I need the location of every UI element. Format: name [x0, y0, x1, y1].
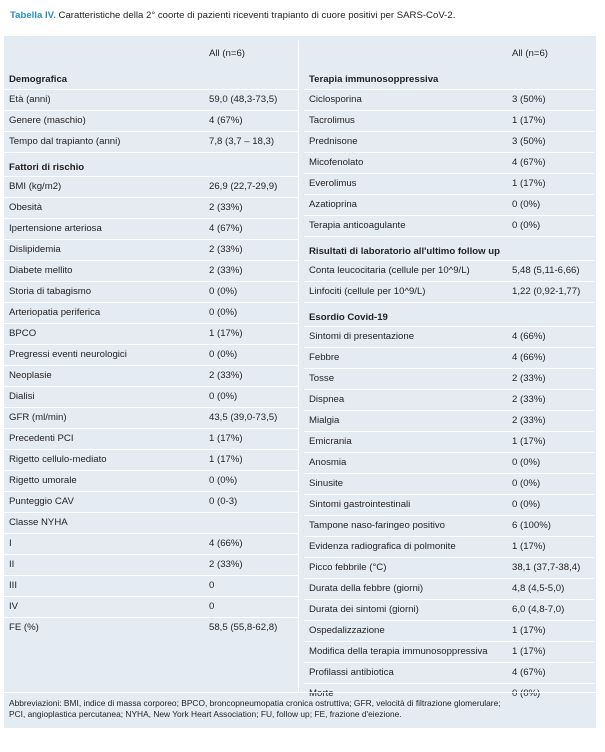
section-header — [304, 65, 594, 89]
row-label: Precedenti PCI — [9, 433, 74, 444]
row-label: Sintomi di presentazione — [309, 331, 415, 342]
table-row — [4, 491, 298, 512]
row-value: 4 (67%) — [209, 223, 243, 234]
row-value: 2 (33%) — [209, 559, 243, 570]
table-row — [4, 533, 298, 554]
row-value: 0 (0%) — [512, 499, 541, 510]
row-value: 1 (17%) — [512, 115, 546, 126]
table-row — [4, 197, 298, 218]
row-value: 4 (67%) — [512, 157, 546, 168]
table-row — [304, 215, 594, 236]
table-row — [304, 347, 594, 368]
table-row — [4, 302, 298, 323]
footnote-line-1: Abbreviazioni: BMI, indice di massa corporeo; BPCO, broncopneumopatia cronica ostruttiva; GFR, velocità di filtrazione glomerulare; — [9, 698, 501, 708]
row-label: Dialisi — [9, 391, 35, 402]
row-label: Tampone naso-faringeo positivo — [309, 520, 445, 531]
row-value: 0 (0%) — [512, 478, 541, 489]
row-value: 0 (0%) — [512, 688, 541, 699]
table-row — [4, 218, 298, 239]
table-row — [304, 662, 594, 683]
table-row — [4, 260, 298, 281]
row-label: Emicrania — [309, 436, 352, 447]
row-label: I — [9, 538, 12, 549]
row-label: Genere (maschio) — [9, 115, 86, 126]
row-label: Ipertensione arteriosa — [9, 223, 102, 234]
table-row — [4, 428, 298, 449]
caption-lead: Tabella IV. — [10, 10, 56, 21]
column-header-row — [304, 40, 594, 65]
row-value: 2 (33%) — [512, 373, 546, 384]
table-row — [4, 617, 298, 638]
row-value: 4 (66%) — [512, 352, 546, 363]
row-value: 1 (17%) — [512, 625, 546, 636]
row-label: Mialgia — [309, 415, 340, 426]
table-row — [4, 470, 298, 491]
row-label: Neoplasie — [9, 370, 52, 381]
row-value: 1 (17%) — [512, 436, 546, 447]
table-row — [304, 326, 594, 347]
row-value: 2 (33%) — [209, 244, 243, 255]
row-label: Morte — [309, 688, 334, 699]
table-row — [304, 110, 594, 131]
row-value: 59,0 (48,3-73,5) — [209, 94, 278, 105]
table-row — [4, 512, 298, 533]
row-value: 4 (66%) — [209, 538, 243, 549]
row-label: Tacrolimus — [309, 115, 355, 126]
row-label: Conta leucocitaria (cellule per 10^9/L) — [309, 265, 470, 276]
table-row — [4, 554, 298, 575]
row-label: Everolimus — [309, 178, 357, 189]
row-value: 2 (33%) — [209, 370, 243, 381]
row-value: 6 (100%) — [512, 520, 551, 531]
row-label: Dispnea — [309, 394, 345, 405]
row-value: 3 (50%) — [512, 136, 546, 147]
row-value: 0 (0%) — [209, 391, 238, 402]
row-value: 4 (66%) — [512, 331, 546, 342]
table-row — [4, 323, 298, 344]
row-value: 2 (33%) — [512, 415, 546, 426]
row-value: 0 (0%) — [209, 286, 238, 297]
row-label: GFR (ml/min) — [9, 412, 67, 423]
table-row — [4, 110, 298, 131]
table-row — [4, 407, 298, 428]
row-value: 58,5 (55,8-62,8) — [209, 622, 278, 633]
row-label: Diabete mellito — [9, 265, 73, 276]
row-value: 0 — [209, 601, 215, 612]
section-header — [4, 152, 298, 176]
row-value: 0 (0-3) — [209, 496, 238, 507]
row-label: Durata della febbre (giorni) — [309, 583, 424, 594]
row-value: 2 (33%) — [512, 394, 546, 405]
row-value: 4 (67%) — [209, 115, 243, 126]
row-label: Tosse — [309, 373, 335, 384]
row-label: Prednisone — [309, 136, 358, 147]
row-label: Anosmia — [309, 457, 347, 468]
table-row — [4, 344, 298, 365]
footnote — [4, 692, 596, 728]
table-row — [304, 536, 594, 557]
row-label: Rigetto umorale — [9, 475, 77, 486]
column-divider — [298, 40, 299, 692]
column-header: All (n=6) — [209, 48, 245, 59]
table-row — [4, 365, 298, 386]
row-value: 0 (0%) — [512, 199, 541, 210]
row-value: 1,22 (0,92-1,77) — [512, 286, 581, 297]
row-label: Pregressi eventi neurologici — [9, 349, 127, 360]
table-row — [304, 515, 594, 536]
table-row — [304, 452, 594, 473]
row-value: 1 (17%) — [512, 178, 546, 189]
table-row — [304, 281, 594, 302]
table-row — [4, 89, 298, 110]
row-value: 0 (0%) — [209, 307, 238, 318]
row-value: 0 (0%) — [209, 349, 238, 360]
row-label: Età (anni) — [9, 94, 51, 105]
table-row — [304, 578, 594, 599]
row-label: Sinusite — [309, 478, 344, 489]
row-value: 0 (0%) — [512, 457, 541, 468]
section-header — [4, 65, 298, 89]
table-row — [4, 596, 298, 617]
row-label: Ospedalizzazione — [309, 625, 385, 636]
table-row — [304, 557, 594, 578]
row-label: Micofenolato — [309, 157, 364, 168]
table-row — [304, 368, 594, 389]
caption-text: Caratteristiche della 2° coorte di pazienti riceventi trapianto di cuore positivi per SARS-CoV-2. — [55, 10, 456, 21]
table-row — [4, 176, 298, 197]
row-value: 0 (0%) — [209, 475, 238, 486]
row-label: II — [9, 559, 15, 570]
table-row — [304, 641, 594, 662]
row-value: 1 (17%) — [209, 328, 243, 339]
table-row — [304, 389, 594, 410]
column-header: All (n=6) — [512, 48, 548, 59]
table-row — [304, 494, 594, 515]
row-label: IV — [9, 601, 19, 612]
table-row — [4, 386, 298, 407]
table-row — [304, 89, 594, 110]
section-title: Risultati di laboratorio all'ultimo follow up — [309, 246, 500, 257]
column-header-row — [4, 40, 298, 65]
row-value: 4,8 (4,5-5,0) — [512, 583, 565, 594]
row-label: Sintomi gastrointestinali — [309, 499, 411, 510]
left-column — [4, 40, 298, 638]
table-panel — [4, 36, 596, 728]
row-label: Ciclosporina — [309, 94, 362, 105]
row-label: Picco febbrile (°C) — [309, 562, 387, 573]
row-value: 4 (67%) — [512, 667, 546, 678]
table-row — [4, 131, 298, 152]
table-row — [304, 473, 594, 494]
row-value: 43,5 (39,0-73,5) — [209, 412, 278, 423]
table-row — [4, 449, 298, 470]
row-label: Profilassi antibiotica — [309, 667, 394, 678]
section-title: Demografica — [9, 74, 68, 85]
section-header — [304, 236, 594, 260]
row-label: BMI (kg/m2) — [9, 181, 62, 192]
row-label: Evidenza radiografica di polmonite — [309, 541, 456, 552]
row-label: BPCO — [9, 328, 37, 339]
row-value: 2 (33%) — [209, 265, 243, 276]
footnote-line-2: PCI, angioplastica percutanea; NYHA, New York Heart Association; FU, follow up; FE, frazione d'eiezione. — [9, 709, 402, 719]
row-value: 0 (0%) — [512, 220, 541, 231]
section-title: Esordio Covid-19 — [309, 312, 388, 323]
row-value: 1 (17%) — [209, 433, 243, 444]
table-row — [304, 599, 594, 620]
row-label: Dislipidemia — [9, 244, 61, 255]
row-label: Obesità — [9, 202, 43, 213]
table-row — [304, 131, 594, 152]
table-row — [304, 173, 594, 194]
row-label: Punteggio CAV — [9, 496, 74, 507]
table-row — [304, 410, 594, 431]
row-value: 7,8 (3,7 – 18,3) — [209, 136, 275, 147]
row-label: Febbre — [309, 352, 340, 363]
right-column — [304, 40, 594, 704]
row-label: Linfociti (cellule per 10^9/L) — [309, 286, 426, 297]
row-label: Modifica della terapia immunosoppressiva — [309, 646, 488, 657]
row-label: Arteriopatia periferica — [9, 307, 101, 318]
row-value: 1 (17%) — [209, 454, 243, 465]
table-row — [304, 431, 594, 452]
section-title: Fattori di rischio — [9, 162, 85, 173]
row-label: III — [9, 580, 17, 591]
row-value: 5,48 (5,11-6,66) — [512, 265, 580, 276]
row-label: Durata dei sintomi (giorni) — [309, 604, 419, 615]
row-label: Terapia anticoagulante — [309, 220, 406, 231]
row-label: FE (%) — [9, 622, 39, 633]
row-label: Rigetto cellulo-mediato — [9, 454, 107, 465]
table-row — [304, 260, 594, 281]
table-row — [304, 620, 594, 641]
table-row — [304, 194, 594, 215]
row-value: 38,1 (37,7-38,4) — [512, 562, 581, 573]
row-label: Tempo dal trapianto (anni) — [9, 136, 121, 147]
table-row — [4, 575, 298, 596]
row-value: 6,0 (4,8-7,0) — [512, 604, 565, 615]
row-value: 1 (17%) — [512, 646, 546, 657]
row-value: 0 — [209, 580, 215, 591]
table-row — [304, 152, 594, 173]
row-value: 2 (33%) — [209, 202, 243, 213]
row-label: Classe NYHA — [9, 517, 68, 528]
table-row — [4, 281, 298, 302]
section-header — [304, 302, 594, 326]
row-label: Azatioprina — [309, 199, 357, 210]
row-value: 3 (50%) — [512, 94, 546, 105]
section-title: Terapia immunosoppressiva — [309, 74, 439, 85]
table-caption — [10, 10, 600, 22]
row-label: Storia di tabagismo — [9, 286, 92, 297]
table-row — [4, 239, 298, 260]
row-value: 26,9 (22,7-29,9) — [209, 181, 278, 192]
row-value: 1 (17%) — [512, 541, 546, 552]
